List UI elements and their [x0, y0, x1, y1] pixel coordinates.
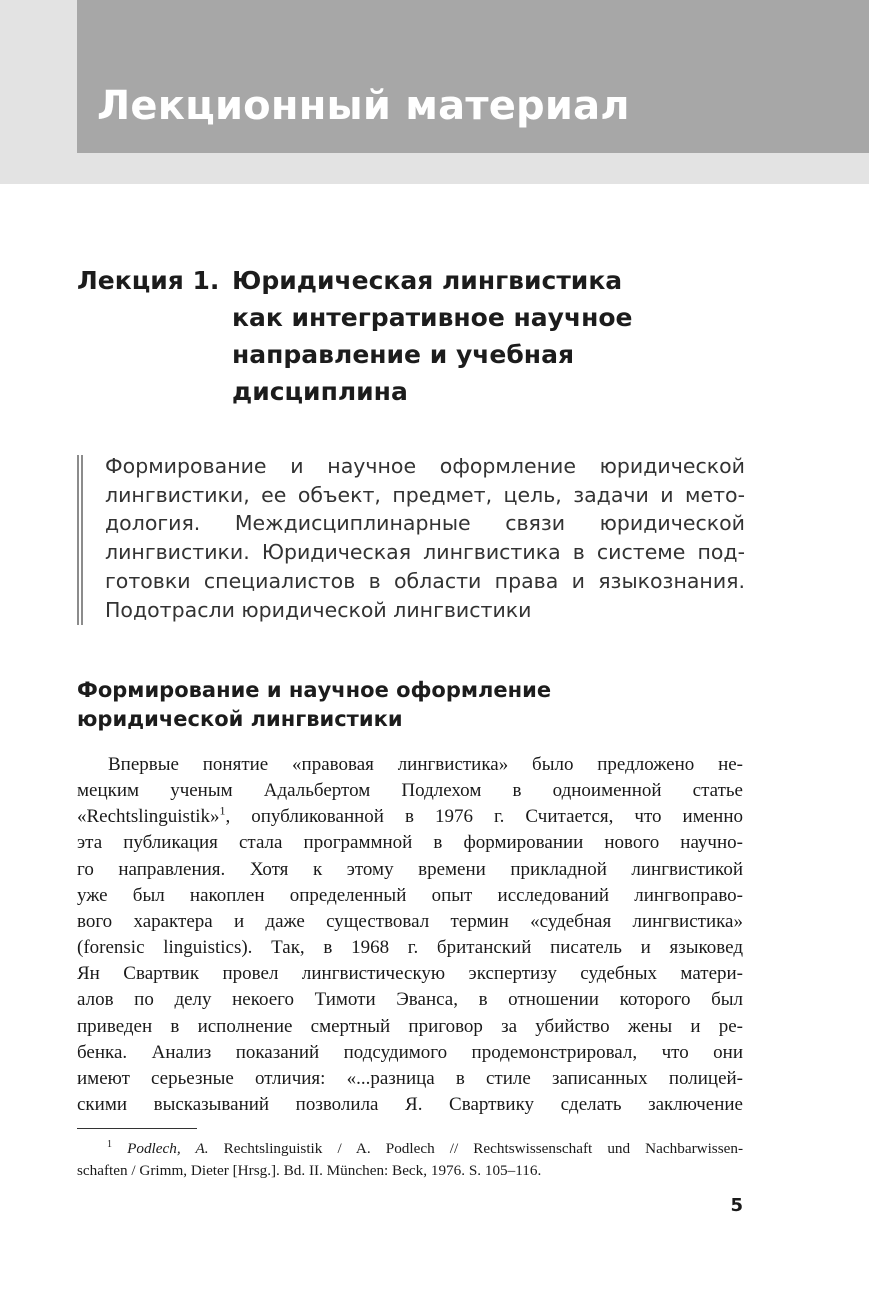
body-line: мецким ученым Адальбертом Подлехом в одноименной статье [77, 780, 743, 802]
summary-line: Формирование и научное оформление юридической [105, 454, 745, 478]
summary-line: лингвистики. Юридическая лингвистика в системе под- [105, 540, 745, 565]
body-line: го направления. Хотя к этому времени прикладной лингвистикой [77, 858, 743, 880]
footnote-rule [77, 1128, 197, 1129]
lecture-title-line: как интегративное научное [232, 303, 633, 332]
body-line: бенка. Анализ показаний подсудимого продемонстрировал, что они [77, 1041, 743, 1063]
body-line: вого характера и даже существовал термин «судебная лингвистика» [77, 910, 743, 932]
body-line: Ян Свартвик провел лингвистическую экспертизу судебных матери- [77, 963, 743, 985]
body-line: эта публикация стала программной в формировании нового научно- [77, 832, 743, 854]
lecture-title-line: Юридическая лингвистика [232, 266, 623, 295]
footnote-marker: 1 [107, 1138, 112, 1150]
lecture-title-line: направление и учебная [232, 340, 575, 369]
lecture-title-line: дисциплина [232, 377, 408, 406]
section-heading-line: Формирование и научное оформление [77, 678, 552, 702]
footnote-line: schaften / Grimm, Dieter [Hrsg.]. Bd. II. München: Beck, 1976. S. 105–116. [77, 1162, 542, 1179]
body-line: (forensic linguistics). Так, в 1968 г. британский писатель и языковед [77, 937, 743, 959]
header-band-inner [77, 0, 869, 153]
footnote-reference[interactable]: 1 [219, 803, 226, 818]
section-heading [77, 676, 757, 734]
body-line-part: «Rechtslinguistik» [77, 806, 220, 828]
footnote-text: Rechtslinguistik / A. Podlech // Rechtswissenschaft und Nachbarwissen- [223, 1140, 744, 1157]
lecture-summary [105, 452, 745, 624]
summary-line: лингвистики, ее объект, предмет, цель, задачи и мето- [105, 482, 745, 507]
section-heading-line: юридической лингвистики [77, 707, 403, 731]
footnote [77, 1138, 743, 1182]
body-line: имеют серьезные отличия: «...разница в стиле записанных полицей- [77, 1067, 743, 1089]
body-line: скими высказываний позволила Я. Свартвику сделать заключение [77, 1094, 743, 1116]
header-band [0, 0, 869, 184]
summary-line: готовки специалистов в области права и языкознания. [105, 568, 745, 593]
summary-line: дология. Междисциплинарные связи юридической [105, 511, 745, 536]
summary-line: Подотрасли юридической лингвистики [105, 597, 532, 622]
body-line: уже был накоплен определенный опыт исследований лингвоправо- [77, 884, 743, 906]
section-header-title: Лекционный материал [97, 83, 630, 129]
body-line: Впервые понятие «правовая лингвистика» было предложено не- [108, 754, 743, 775]
body-text [77, 752, 743, 1118]
lecture-title [232, 262, 792, 410]
body-line [77, 804, 743, 830]
body-line: алов по делу некоего Тимоти Эванса, в отношении которого был [77, 989, 743, 1011]
footnote-author: Podlech, A. [127, 1140, 209, 1157]
page-number: 5 [730, 1195, 743, 1216]
body-line-part: , опубликованной в 1976 г. Считается, что именно [225, 806, 743, 828]
summary-double-rule [77, 455, 83, 625]
lecture-number: Лекция 1. [77, 266, 220, 295]
body-line: приведен в исполнение смертный приговор за убийство жены и ре- [77, 1015, 743, 1037]
footnote-line [77, 1138, 743, 1160]
